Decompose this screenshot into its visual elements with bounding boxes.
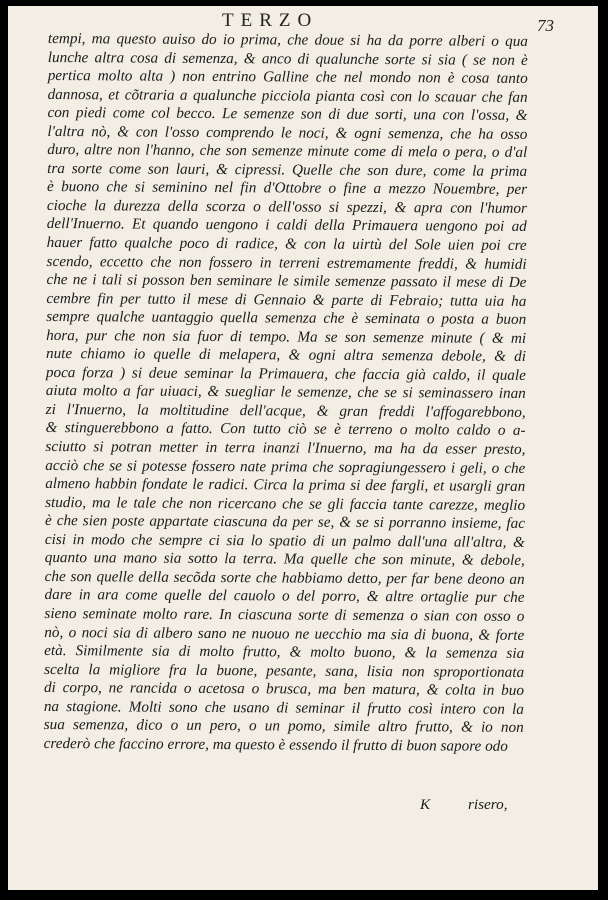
text-line: almeno habbin fondate le radici. Circa la prima si dee fargli, et usargli gran — [45, 475, 526, 496]
text-line: aiuta molto a far uiuaci, & suegliar le semenze, che se si seminassero inan — [45, 382, 526, 403]
text-line: dannosa, et cõtraria a qualunche picciola pianta così con lo scauar che fan — [47, 85, 528, 106]
text-line: nò, o noci sia di albero sano ne nuouo ne uecchio ma sia di buona, & forte — [44, 623, 525, 644]
text-line: dare in ara come quelle del cauolo o del porro, & altre ortaglie pur che — [44, 586, 525, 607]
text-line: quanto una mano sia sotto la terra. Ma quelle che son minute, & debole, — [44, 549, 525, 570]
text-line: che son quelle della secõda sorte che habbiamo detto, per far bene deono an — [44, 567, 525, 588]
text-line: crederò che faccino errore, ma questo è essendo il frutto di buon sapore odo — [43, 734, 508, 755]
signature-mark: K — [420, 796, 431, 813]
text-line: hauer fatto qualche poco di radice, & con la uirtù del Sole uien poi cre — [46, 234, 527, 254]
catchword: risero, — [468, 796, 508, 813]
text-line: pertica molto alta ) non entrino Galline che nel mondo non è cosa tanto — [47, 67, 528, 88]
text-line: duro, altre non l'hanno, che son semenze minute come di mela o pera, o d'al — [47, 141, 528, 162]
text-line: zi l'Inuerno, la moltitudine dell'acque, & gran freddi l'affogarebbono, — [45, 400, 526, 421]
running-head: TERZO — [222, 10, 319, 31]
text-line: sieno seminate molto rare. In ciascuna sorte di semenza o sian con osso o — [44, 604, 525, 625]
text-line: che ne i tali si posson ben seminare le simile semenze passato il mese di De — [46, 271, 527, 292]
book-page — [8, 6, 598, 890]
text-line: & stinguerebbono a fatto. Con tutto ciò se è terreno o molto caldo o a- — [45, 419, 526, 440]
text-line: acciò che se si potesse fossero nate prima che sopragiungessero i geli, o che — [45, 456, 526, 477]
text-line: sua semenza, dico o un pero, o un pomo, simile altro frutto, & io non — [43, 716, 524, 737]
text-line: di corpo, ne rancida o acetosa o brusca, ma ben matura, & colta in buo — [43, 679, 525, 700]
text-line: lunche altra cosa di semenza, & anco di qualunche sorte si sia ( se non è — [47, 48, 528, 69]
text-line: studio, ma le tale che non ricercano che se gli faccia tante carezze, meglio — [45, 493, 526, 514]
text-line: hora, pur che non sia fuor di tempo. Ma se son semenze minute ( & mi — [46, 326, 527, 347]
text-line: cisi in modo che sempre ci sia lo spatio di un palmo dall'una all'altra, & — [44, 530, 525, 551]
text-line: scelta la migliore fra la buone, pesante, sana, lisia non sproportionata — [44, 660, 525, 681]
text-line: tempi, ma questo auiso do io prima, che doue si ha da porre alberi o qua — [47, 30, 528, 50]
text-line: dell'Inuerno. Et quando uengono i caldi della Primauera uengono poi ad — [46, 215, 527, 236]
text-line: poca forza ) si deue seminar la Primauera, che faccia già caldo, il quale — [45, 363, 526, 384]
text-line: scendo, eccetto che non fossero in terreni estremamente freddi, & humidi — [46, 252, 527, 273]
text-line: sempre qualche uantaggio quella semenza che è seminata o posta a buon — [46, 308, 527, 329]
text-line: età. Similmente sia di molto frutto, & molto buono, & la semenza sia — [44, 642, 525, 662]
body-text — [44, 30, 528, 756]
text-line: sciutto si potran metter in terra inanzi l'Inuerno, ma ha da esser presto, — [45, 438, 526, 458]
page-number: 73 — [537, 16, 554, 35]
text-line: è buono che si seminino nel fin d'Ottobre o fine a mezzo Nouembre, per — [46, 178, 528, 199]
text-line: con piedi come col becco. Le semenze son di due sorti, una con l'ossa, & — [47, 104, 528, 125]
text-line: è che sien poste appartate ciascuna da per se, & se si porranno insieme, fac — [44, 512, 526, 533]
text-line: cembre fin per tutto il mese di Gennaio & parte di Febraio; tutta uia ha — [46, 289, 527, 310]
text-line: cioche la durezza della scorza o dell'osso si spezzi, & apra con l'humor — [46, 196, 527, 217]
text-line: l'altra nò, & con l'osso comprendo le noci, & ogni semenza, che ha osso — [47, 122, 528, 143]
text-line: nute chiamo io quelle di melapera, & ogni altra semenza debole, & di — [45, 345, 527, 366]
text-line: tra sorte come son lauri, & cipressi. Quelle che son dure, come la prima — [47, 159, 528, 180]
text-line: na stagione. Molti sono che usano di seminar il frutto così intero con la — [43, 697, 524, 718]
